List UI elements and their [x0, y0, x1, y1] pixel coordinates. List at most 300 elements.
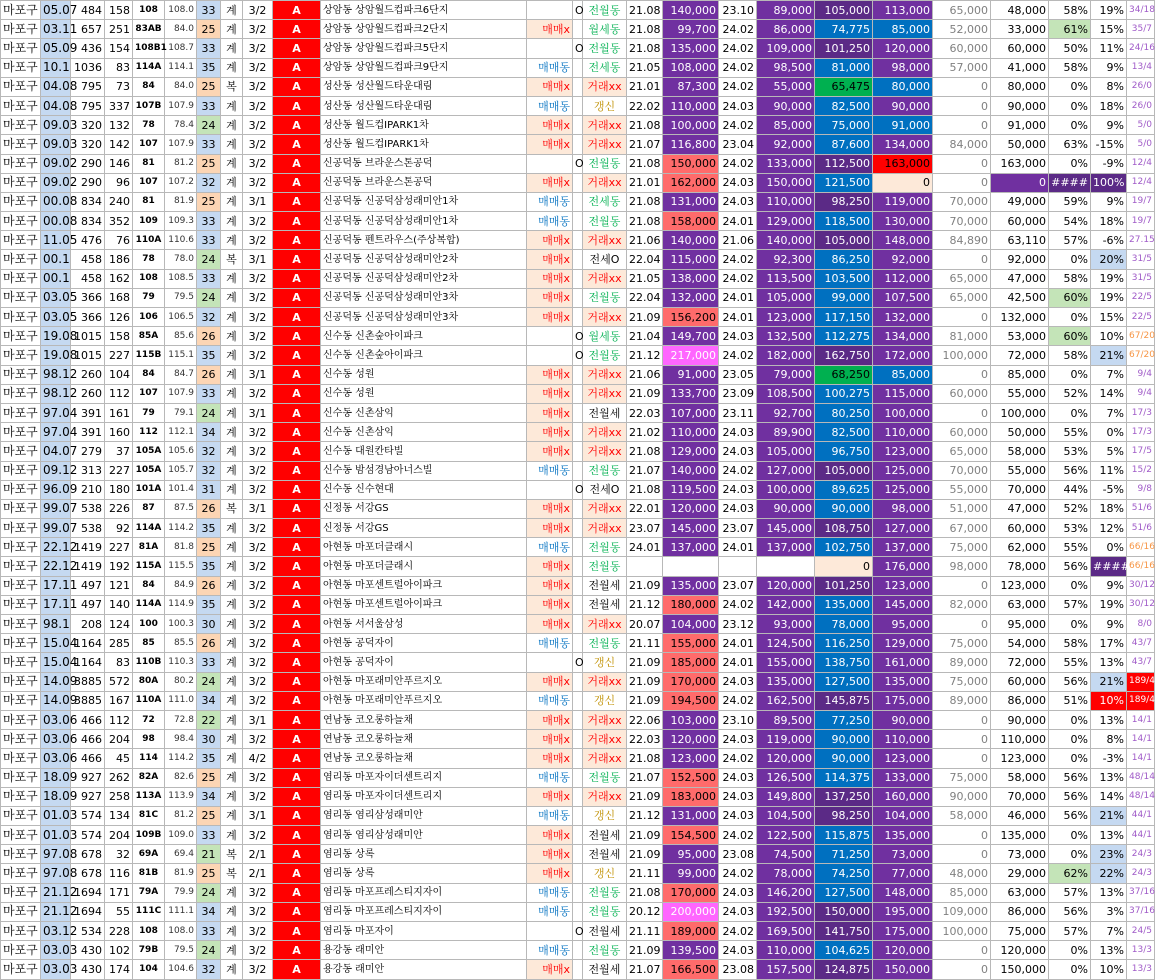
cell-stair: 계: [221, 672, 243, 691]
cell-ratio: 58%: [1049, 346, 1091, 365]
cell-sale-status: 매매x: [527, 615, 573, 634]
cell-count: 48/14: [1127, 768, 1155, 787]
cell-deposit: 0: [933, 154, 991, 173]
cell-households: 538: [71, 519, 105, 538]
cell-households: 1015: [71, 346, 105, 365]
cell-gu: 마포구: [1, 250, 41, 269]
cell-count: 9/4: [1127, 384, 1155, 403]
cell-recent-date: 24.02: [719, 77, 757, 96]
cell-rooms: 3/2: [243, 922, 273, 941]
cell-lease-status: 거래xx: [583, 116, 627, 135]
cell-units: 45: [105, 749, 133, 768]
cell-households: 795: [71, 77, 105, 96]
cell-area: 81.9: [165, 864, 197, 883]
cell-recent-price: 150,000: [757, 173, 815, 192]
cell-peak-price: [663, 557, 719, 576]
cell-pyeong: 33: [197, 826, 221, 845]
cell-recent-date: 23.10: [719, 710, 757, 729]
cell-households: 391: [71, 423, 105, 442]
cell-lease-price: 172,000: [873, 346, 933, 365]
cell-peak-date: 21.08: [627, 883, 663, 902]
cell-recent-price: 100,000: [757, 480, 815, 499]
cell-gap: 80,000: [991, 77, 1049, 96]
cell-ratio: 0%: [1049, 845, 1091, 864]
cell-gap: 110,000: [991, 730, 1049, 749]
cell-deposit: 67,000: [933, 519, 991, 538]
cell-price75: 68,250: [815, 365, 873, 384]
cell-peak-price: 131,000: [663, 806, 719, 825]
cell-grade: A: [273, 845, 321, 864]
cell-drop: 19%: [1091, 288, 1127, 307]
cell-rooms: 3/2: [243, 288, 273, 307]
cell-pyeong: 22: [197, 710, 221, 729]
cell-stair: 계: [221, 96, 243, 115]
cell-sale-status: [527, 154, 573, 173]
cell-pyeong: 32: [197, 461, 221, 480]
cell-gap: 60,000: [991, 519, 1049, 538]
cell-area: 107.2: [165, 173, 197, 192]
cell-type: 106: [133, 308, 165, 327]
cell-ratio: 0%: [1049, 576, 1091, 595]
cell-rooms: 3/1: [243, 250, 273, 269]
cell-sale-status: 매매동: [527, 883, 573, 902]
cell-grade: A: [273, 499, 321, 518]
cell-drop: 13%: [1091, 768, 1127, 787]
cell-units: 226: [105, 499, 133, 518]
cell-stair: 계: [221, 39, 243, 58]
cell-deposit: 0: [933, 615, 991, 634]
cell-gap: 70,000: [991, 787, 1049, 806]
cell-gu: 마포구: [1, 806, 41, 825]
cell-deposit: 0: [933, 826, 991, 845]
cell-stair: 계: [221, 787, 243, 806]
cell-rooms: 3/2: [243, 327, 273, 346]
cell-count: 24/5: [1127, 922, 1155, 941]
cell-apt-name: 신수동 성원: [321, 365, 527, 384]
cell-grade: A: [273, 365, 321, 384]
cell-pyeong: 35: [197, 58, 221, 77]
cell-count: 48/14: [1127, 787, 1155, 806]
cell-units: 262: [105, 768, 133, 787]
cell-recent-date: 24.02: [719, 250, 757, 269]
cell-built: 17.11: [41, 576, 71, 595]
cell-peak-price: 194,500: [663, 691, 719, 710]
cell-units: 134: [105, 806, 133, 825]
cell-households: 366: [71, 308, 105, 327]
cell-apt-name: 염리동 마포자이: [321, 922, 527, 941]
cell-lease-price: 100,000: [873, 403, 933, 422]
table-row: [1, 499, 1155, 518]
cell-drop: 9%: [1091, 192, 1127, 211]
cell-rooms: 3/2: [243, 826, 273, 845]
table-row: [1, 691, 1155, 710]
cell-apt-name: 염리동 상록: [321, 864, 527, 883]
cell-ratio: ####: [1049, 173, 1091, 192]
cell-drop: 14%: [1091, 384, 1127, 403]
cell-apt-name: 신공덕동 신공덕삼성래미안2차: [321, 250, 527, 269]
cell-gu: 마포구: [1, 941, 41, 960]
cell-count: 34/18: [1127, 1, 1155, 20]
table-body: [1, 1, 1161, 980]
cell-peak-date: 21.08: [627, 1, 663, 20]
cell-ratio: 0%: [1049, 154, 1091, 173]
cell-peak-price: 140,000: [663, 1, 719, 20]
cell-pyeong: 35: [197, 519, 221, 538]
cell-type: 115B: [133, 346, 165, 365]
cell-peak-price: 170,000: [663, 672, 719, 691]
cell-type: 108: [133, 269, 165, 288]
cell-gap: 150,000: [991, 960, 1049, 979]
cell-apt-name: 신수동 신촌숲아이파크: [321, 327, 527, 346]
cell-gap: 60,000: [991, 39, 1049, 58]
cell-type: 105A: [133, 461, 165, 480]
cell-mark: [573, 710, 583, 729]
cell-stair: 계: [221, 730, 243, 749]
cell-peak-date: 21.11: [627, 864, 663, 883]
cell-stair: 계: [221, 595, 243, 614]
cell-pyeong: 31: [197, 480, 221, 499]
cell-sale-status: [527, 922, 573, 941]
cell-built: 03.12: [41, 922, 71, 941]
cell-grade: A: [273, 154, 321, 173]
cell-mark: [573, 557, 583, 576]
cell-recent-date: 24.03: [719, 423, 757, 442]
cell-recent-price: 126,500: [757, 768, 815, 787]
cell-ratio: 57%: [1049, 231, 1091, 250]
cell-grade: A: [273, 634, 321, 653]
cell-price75: 0: [815, 557, 873, 576]
cell-grade: A: [273, 327, 321, 346]
cell-recent-date: 21.06: [719, 231, 757, 250]
cell-area: 79.5: [165, 941, 197, 960]
cell-gu: 마포구: [1, 902, 41, 921]
cell-lease-status: 전월세: [583, 826, 627, 845]
cell-count: 19/7: [1127, 192, 1155, 211]
cell-deposit: 89,000: [933, 653, 991, 672]
cell-units: 83: [105, 653, 133, 672]
cell-count: 66/16: [1127, 557, 1155, 576]
cell-households: 320: [71, 116, 105, 135]
cell-sale-status: 매매x: [527, 116, 573, 135]
cell-households: 678: [71, 864, 105, 883]
cell-stair: 계: [221, 231, 243, 250]
cell-area: 113.9: [165, 787, 197, 806]
cell-count: 66/16: [1127, 538, 1155, 557]
table-row: [1, 634, 1155, 653]
cell-recent-price: 140,000: [757, 231, 815, 250]
cell-price75: 105,000: [815, 1, 873, 20]
cell-lease-status: 전월동: [583, 346, 627, 365]
cell-count: 37/16: [1127, 902, 1155, 921]
cell-lease-price: 137,000: [873, 538, 933, 557]
cell-mark: [573, 288, 583, 307]
cell-drop: 12%: [1091, 519, 1127, 538]
cell-pyeong: 35: [197, 595, 221, 614]
cell-units: 240: [105, 192, 133, 211]
cell-gu: 마포구: [1, 288, 41, 307]
cell-gap: 58,000: [991, 768, 1049, 787]
cell-peak-date: 21.04: [627, 327, 663, 346]
cell-price75: 98,250: [815, 192, 873, 211]
cell-units: 124: [105, 615, 133, 634]
cell-units: 227: [105, 346, 133, 365]
cell-recent-date: 24.02: [719, 826, 757, 845]
table-row: [1, 557, 1155, 576]
table-row: [1, 480, 1155, 499]
cell-apt-name: 염리동 염리삼성래미안: [321, 826, 527, 845]
cell-type: 101A: [133, 480, 165, 499]
cell-peak-date: 21.11: [627, 922, 663, 941]
cell-price75: 101,250: [815, 576, 873, 595]
cell-stair: 계: [221, 461, 243, 480]
cell-lease-price: 92,000: [873, 250, 933, 269]
cell-deposit: 55,000: [933, 480, 991, 499]
cell-drop: 13%: [1091, 941, 1127, 960]
cell-gu: 마포구: [1, 403, 41, 422]
cell-households: 834: [71, 192, 105, 211]
cell-stair: 계: [221, 173, 243, 192]
cell-recent-date: 23.11: [719, 403, 757, 422]
cell-rooms: 3/2: [243, 730, 273, 749]
cell-units: 96: [105, 173, 133, 192]
cell-peak-price: 183,000: [663, 787, 719, 806]
cell-gu: 마포구: [1, 883, 41, 902]
cell-gap: 73,000: [991, 845, 1049, 864]
cell-peak-price: 129,000: [663, 442, 719, 461]
cell-count: 189/40: [1127, 691, 1155, 710]
cell-households: 366: [71, 288, 105, 307]
cell-rooms: 3/2: [243, 461, 273, 480]
cell-lease-price: 130,000: [873, 212, 933, 231]
cell-grade: A: [273, 615, 321, 634]
cell-gu: 마포구: [1, 864, 41, 883]
cell-units: 112: [105, 384, 133, 403]
cell-households: 538: [71, 499, 105, 518]
cell-rooms: 3/2: [243, 480, 273, 499]
cell-count: 8/0: [1127, 615, 1155, 634]
cell-peak-price: 154,500: [663, 826, 719, 845]
table-row: [1, 250, 1155, 269]
cell-gu: 마포구: [1, 845, 41, 864]
cell-recent-price: 162,500: [757, 691, 815, 710]
cell-built: 15.04: [41, 634, 71, 653]
cell-ratio: 0%: [1049, 615, 1091, 634]
cell-sale-status: 매매x: [527, 250, 573, 269]
cell-households: 927: [71, 768, 105, 787]
cell-gap: 47,000: [991, 499, 1049, 518]
cell-stair: 계: [221, 1, 243, 20]
cell-gap: 46,000: [991, 806, 1049, 825]
cell-lease-price: 85,000: [873, 20, 933, 39]
cell-rooms: 3/1: [243, 499, 273, 518]
cell-apt-name: 염리동 염리삼성래미안: [321, 806, 527, 825]
cell-apt-name: 아현동 마포더클래시: [321, 538, 527, 557]
cell-stair: 계: [221, 826, 243, 845]
cell-peak-price: 139,500: [663, 941, 719, 960]
table-row: [1, 960, 1155, 979]
cell-grade: A: [273, 653, 321, 672]
cell-stair: 계: [221, 135, 243, 154]
cell-gap: 62,000: [991, 538, 1049, 557]
cell-units: 352: [105, 212, 133, 231]
cell-lease-status: 거래xx: [583, 135, 627, 154]
cell-sale-status: 매매동: [527, 691, 573, 710]
cell-households: 260: [71, 365, 105, 384]
cell-recent-date: 23.08: [719, 845, 757, 864]
cell-pyeong: 34: [197, 902, 221, 921]
cell-lease-price: 127,000: [873, 519, 933, 538]
cell-lease-price: 132,000: [873, 308, 933, 327]
cell-recent-price: 89,900: [757, 423, 815, 442]
cell-ratio: 58%: [1049, 1, 1091, 20]
cell-built: 00.1: [41, 269, 71, 288]
cell-recent-date: 24.02: [719, 691, 757, 710]
cell-gu: 마포구: [1, 77, 41, 96]
cell-rooms: 3/1: [243, 365, 273, 384]
cell-peak-price: 140,000: [663, 461, 719, 480]
cell-pyeong: 32: [197, 960, 221, 979]
cell-ratio: 55%: [1049, 423, 1091, 442]
cell-price75: 135,000: [815, 595, 873, 614]
cell-mark: [573, 77, 583, 96]
cell-gap: 29,000: [991, 864, 1049, 883]
cell-drop: 10%: [1091, 691, 1127, 710]
cell-units: 167: [105, 691, 133, 710]
cell-recent-date: 24.03: [719, 173, 757, 192]
cell-stair: 계: [221, 384, 243, 403]
cell-lease-price: 135,000: [873, 672, 933, 691]
cell-apt-name: 신수동 신촌삼익: [321, 403, 527, 422]
cell-rooms: 3/2: [243, 269, 273, 288]
cell-mark: [573, 384, 583, 403]
cell-mark: [573, 787, 583, 806]
cell-sale-status: 매매동: [527, 58, 573, 77]
cell-gap: 72,000: [991, 653, 1049, 672]
cell-deposit: 81,000: [933, 327, 991, 346]
cell-mark: [573, 365, 583, 384]
cell-grade: A: [273, 902, 321, 921]
cell-peak-date: 21.09: [627, 826, 663, 845]
cell-area: 69.4: [165, 845, 197, 864]
cell-price75: 101,250: [815, 39, 873, 58]
cell-ratio: 0%: [1049, 826, 1091, 845]
cell-grade: A: [273, 96, 321, 115]
cell-drop: 18%: [1091, 96, 1127, 115]
cell-households: 497: [71, 576, 105, 595]
cell-type: 109B: [133, 826, 165, 845]
cell-mark: [573, 135, 583, 154]
cell-grade: A: [273, 864, 321, 883]
cell-mark: [573, 730, 583, 749]
cell-recent-date: 23.07: [719, 519, 757, 538]
cell-rooms: 3/2: [243, 1, 273, 20]
cell-peak-price: 166,500: [663, 960, 719, 979]
cell-rooms: 2/1: [243, 845, 273, 864]
cell-grade: A: [273, 941, 321, 960]
cell-pyeong: 24: [197, 403, 221, 422]
cell-price75: 141,750: [815, 922, 873, 941]
cell-count: 12/4: [1127, 154, 1155, 173]
cell-built: 14.09: [41, 691, 71, 710]
cell-pyeong: 25: [197, 20, 221, 39]
cell-type: 114A: [133, 58, 165, 77]
cell-stair: 계: [221, 20, 243, 39]
cell-built: 97.08: [41, 845, 71, 864]
cell-households: 574: [71, 806, 105, 825]
cell-pyeong: 30: [197, 730, 221, 749]
cell-units: 174: [105, 960, 133, 979]
cell-rooms: 2/1: [243, 864, 273, 883]
cell-peak-date: 21.08: [627, 39, 663, 58]
cell-households: 1419: [71, 538, 105, 557]
cell-apt-name: 연남동 코오롱하늘채: [321, 749, 527, 768]
cell-apt-name: 상암동 상암월드컵파크2단지: [321, 20, 527, 39]
cell-stair: 계: [221, 634, 243, 653]
cell-gap: 42,500: [991, 288, 1049, 307]
cell-area: 114.9: [165, 595, 197, 614]
cell-apt-name: 신수동 신촌숲아이파크: [321, 346, 527, 365]
cell-price75: 65,475: [815, 77, 873, 96]
cell-gu: 마포구: [1, 672, 41, 691]
cell-peak-date: 24.01: [627, 538, 663, 557]
cell-peak-price: 120,000: [663, 730, 719, 749]
cell-count: 27.15: [1127, 231, 1155, 250]
cell-count: 51/6: [1127, 519, 1155, 538]
cell-area: 85.6: [165, 327, 197, 346]
table-row: [1, 58, 1155, 77]
cell-grade: A: [273, 557, 321, 576]
cell-mark: [573, 20, 583, 39]
cell-stair: 계: [221, 154, 243, 173]
cell-pyeong: 32: [197, 173, 221, 192]
cell-gu: 마포구: [1, 135, 41, 154]
cell-mark: [573, 58, 583, 77]
cell-peak-date: 21.09: [627, 941, 663, 960]
cell-mark: [573, 941, 583, 960]
cell-apt-name: 연남동 코오롱하늘채: [321, 730, 527, 749]
cell-lease-price: 175,000: [873, 691, 933, 710]
cell-apt-name: 성산동 월드컵IPARK1차: [321, 116, 527, 135]
cell-lease-price: 125,000: [873, 461, 933, 480]
cell-ratio: 0%: [1049, 250, 1091, 269]
cell-lease-status: 전월세: [583, 960, 627, 979]
cell-peak-date: 22.03: [627, 403, 663, 422]
cell-sale-status: [527, 653, 573, 672]
cell-recent-price: 142,000: [757, 595, 815, 614]
cell-recent-price: 105,000: [757, 442, 815, 461]
cell-stair: 계: [221, 346, 243, 365]
cell-households: 476: [71, 231, 105, 250]
cell-rooms: 3/2: [243, 634, 273, 653]
cell-gap: 60,000: [991, 672, 1049, 691]
cell-gap: 85,000: [991, 365, 1049, 384]
table-row: [1, 672, 1155, 691]
cell-gap: 63,000: [991, 883, 1049, 902]
cell-rooms: 3/2: [243, 231, 273, 250]
cell-recent-price: 133,000: [757, 154, 815, 173]
cell-mark: [573, 403, 583, 422]
cell-ratio: 58%: [1049, 269, 1091, 288]
cell-peak-date: 20.07: [627, 615, 663, 634]
cell-type: 107: [133, 135, 165, 154]
cell-lease-price: 115,000: [873, 384, 933, 403]
cell-drop: 11%: [1091, 39, 1127, 58]
cell-deposit: 82,000: [933, 595, 991, 614]
cell-apt-name: 신공덕동 브라운스톤공덕: [321, 154, 527, 173]
cell-stair: 계: [221, 58, 243, 77]
cell-gap: 135,000: [991, 826, 1049, 845]
cell-price75: 80,250: [815, 403, 873, 422]
